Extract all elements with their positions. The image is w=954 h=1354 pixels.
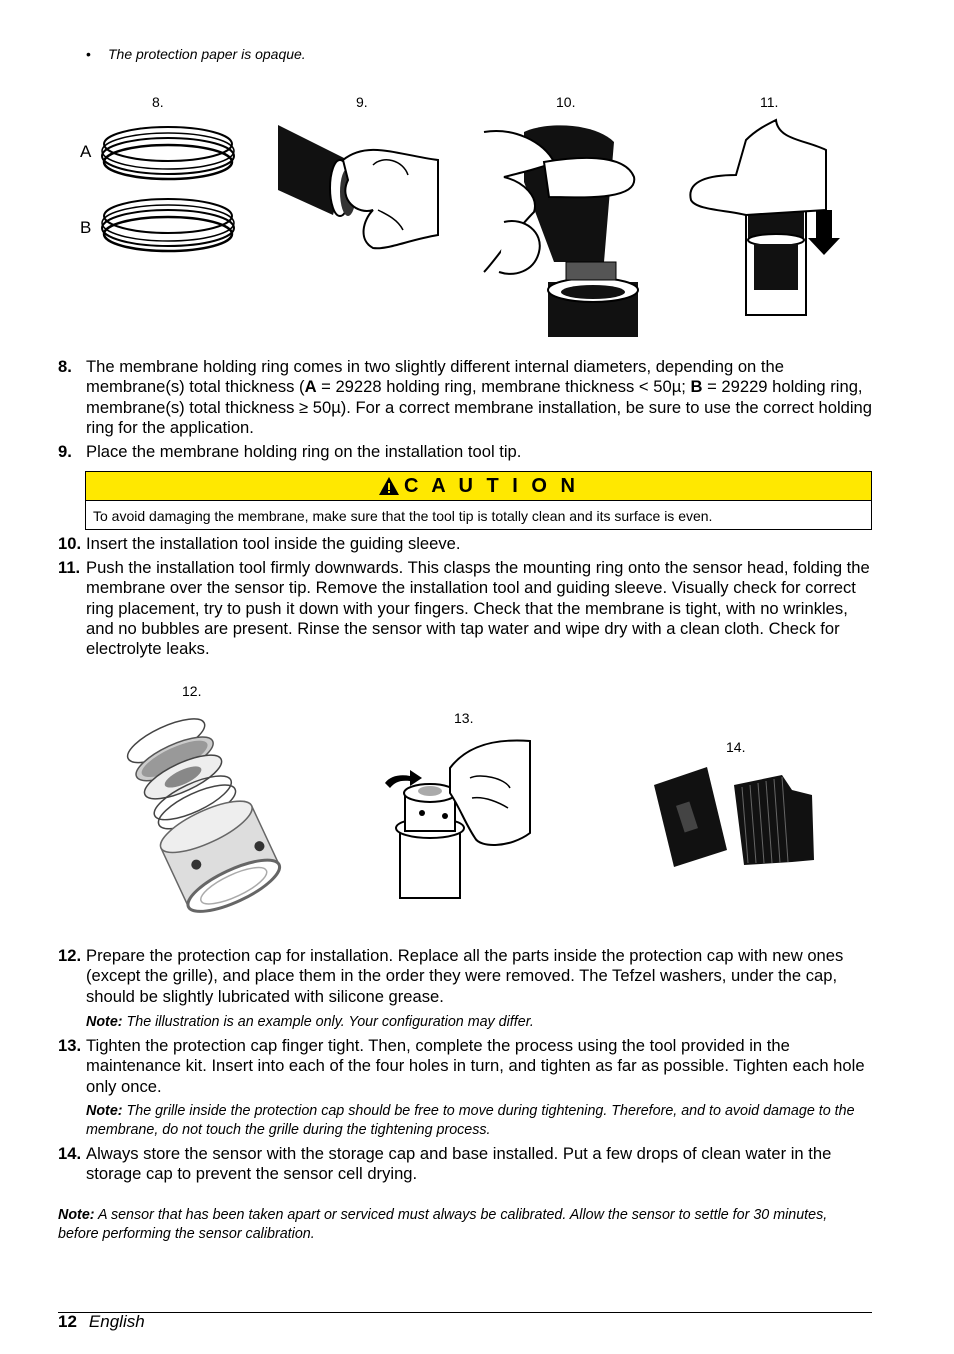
step-number: 9. [58, 442, 72, 461]
step-13 [58, 1036, 876, 1097]
caution-text: To avoid damaging the membrane, make sure that the tool tip is totally clean and its surface is even. [93, 508, 713, 524]
step-text: Insert the installation tool inside the guiding sleeve. [86, 534, 461, 553]
note-text: The grille inside the protection cap should be free to move during tightening. Therefore, and to avoid damage to the membrane, do not touch the grille during the tightening process. [86, 1103, 855, 1138]
figure-label-10: 10. [556, 94, 576, 110]
step-10 [58, 534, 876, 554]
figure-label-14: 14. [726, 739, 746, 755]
bullet-item [86, 46, 306, 62]
note-label: Note: [86, 1014, 123, 1030]
ring-b-ref: B [690, 377, 703, 397]
step-text-part: = 29228 holding ring, membrane thickness < 50µ; [316, 377, 691, 397]
note-label: Note: [86, 1103, 123, 1119]
step-number: 13. [58, 1036, 82, 1055]
step-text: Push the installation tool firmly downwards. This clasps the mounting ring onto the sensor head, folding the membrane over the sensor tip. Remove the installation tool and guiding sleeve. Visually check for correct ring placement, try to push it down with your fingers. Check that the membrane is tight, with no wrinkles, and no bubbles are present. Rinse the sensor with tap water and wipe dry with a clean cloth. Check for electrolyte leaks. [86, 558, 870, 659]
ring-b-label: B [80, 218, 92, 237]
footer-language: English [88, 1312, 145, 1331]
step-text-part: The membrane holding ring comes in two slightly different internal diameters, depending on the membrane(s) total thickness ( [86, 357, 784, 397]
bullet-dot: • [86, 46, 91, 62]
step-text [86, 357, 876, 438]
caution-header [86, 472, 871, 501]
page-footer [58, 1312, 145, 1332]
step-9 [58, 442, 876, 462]
final-note [58, 1206, 848, 1244]
note-label: Note: [58, 1207, 95, 1223]
step-text: Tighten the protection cap finger tight. Then, complete the process using the tool provided in the maintenance kit. Insert into each of the four holes in turn, and tighten as far as possible. Tighten each hole only once. [86, 1036, 865, 1096]
page-number: 12 [58, 1312, 77, 1331]
figure-label-11: 11. [760, 94, 779, 110]
note-step-13 [86, 1102, 866, 1140]
caution-box [85, 471, 872, 530]
step-number: 12. [58, 946, 82, 965]
step-8 [58, 357, 876, 438]
step-number: 11. [58, 558, 81, 577]
figure-label-9: 9. [356, 94, 368, 110]
step-11 [58, 558, 876, 659]
ring-a-label: A [80, 142, 92, 161]
footer-rule [58, 1312, 872, 1313]
step-14 [58, 1144, 876, 1185]
insert-tool-illustration [484, 122, 644, 337]
note-text: The illustration is an example only. Your configuration may differ. [122, 1014, 534, 1030]
step-text: Always store the sensor with the storage cap and base installed. Put a few drops of clean water in the storage cap to prevent the sensor cell drying. [86, 1144, 832, 1184]
holding-rings-illustration [100, 118, 240, 258]
bullet-text: The protection paper is opaque. [108, 46, 306, 62]
ring-a-ref: A [304, 377, 317, 397]
figure-label-8: 8. [152, 94, 164, 110]
step-text-part: = 29229 holding ring, membrane(s) total thickness ≥ 50µ). For a correct membrane installation, be sure to use the correct holding ring for the application. [86, 377, 873, 437]
step-12 [58, 946, 876, 1007]
step-number: 8. [58, 357, 72, 376]
figure-label-12: 12. [182, 683, 202, 699]
storage-cap-illustration [652, 765, 817, 870]
step-text: Place the membrane holding ring on the installation tool tip. [86, 442, 522, 461]
note-text: A sensor that has been taken apart or serviced must always be calibrated. Allow the sensor to settle for 30 minutes, before performing the sensor calibration. [58, 1207, 828, 1242]
step-number: 14. [58, 1144, 82, 1163]
tighten-cap-illustration [380, 738, 545, 898]
note-step-12 [86, 1013, 866, 1032]
step-text: Prepare the protection cap for installation. Replace all the parts inside the protection cap with new ones (except the grille), and place them in the order they were removed. The Tefzel washers, under the cap, should be slightly lubricated with silicone grease. [86, 946, 844, 1006]
caution-title: C A U T I O N [404, 474, 579, 497]
place-ring-illustration [278, 120, 443, 255]
figure-label-13: 13. [454, 710, 474, 726]
warning-icon [378, 476, 400, 496]
protection-cap-parts-illustration [118, 712, 268, 927]
push-down-illustration [686, 120, 851, 318]
step-number: 10. [58, 534, 82, 553]
